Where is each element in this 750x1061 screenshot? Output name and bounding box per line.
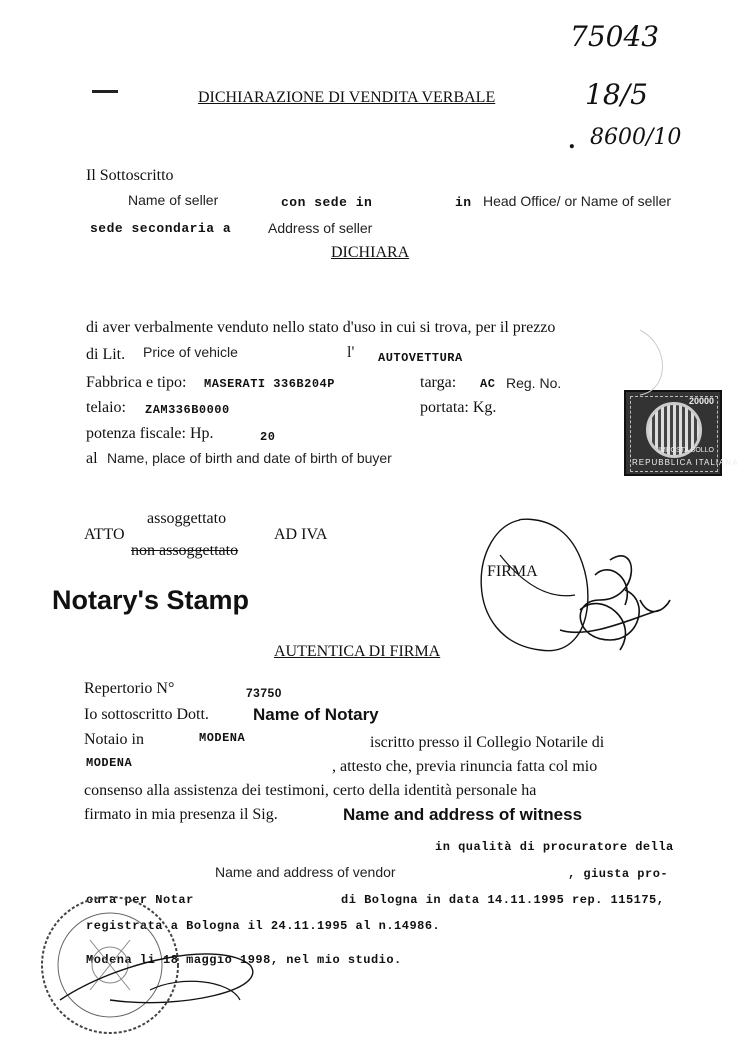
targa-ac: AC [480, 377, 496, 391]
atto-label: ATTO [84, 526, 125, 543]
telaio-label: telaio: [86, 399, 126, 416]
iscritto-text: iscritto presso il Collegio Notarile di [370, 734, 605, 751]
modena-date-text: Modena li 18 maggio 1998, nel mio studio. [86, 953, 402, 967]
attesto-text: , attesto che, previa rinuncia fatta col mio [332, 758, 598, 775]
seller-name: Name of seller [128, 192, 219, 208]
potenza-value: 20 [260, 430, 276, 444]
repertorio-value: 73750 [246, 686, 282, 700]
firma-label: FIRMA [487, 563, 538, 580]
witness-details: Name and address of witness [343, 805, 583, 824]
potenza-label: potenza fiscale: Hp. [86, 425, 214, 442]
in-label: in [455, 195, 472, 210]
vendor-details: Name and address of vendor [215, 864, 396, 880]
consenso-text: consenso alla assistenza dei testimoni, certo della identità personale ha [84, 782, 537, 799]
targa-label: targa: [420, 374, 457, 391]
handwritten-number: 75043 [570, 20, 660, 53]
autentica-heading: AUTENTICA DI FIRMA [274, 643, 441, 660]
non-assoggettato-option: non assoggettato [131, 542, 239, 559]
revenue-stamp-left-text: REPUBBLICA ITALIANA [632, 458, 739, 467]
revenue-stamp-value: 20000 [688, 396, 714, 406]
fabbrica-value: MASERATI 336B204P [204, 377, 335, 391]
registrata-text: registrata a Bologna il 24.11.1995 al n.14986. [86, 919, 441, 933]
sede-secondaria-label: sede secondaria a [90, 221, 232, 236]
sottoscritto-label: Il Sottoscritto [86, 167, 174, 184]
collegio-city: MODENA [86, 756, 133, 770]
al-label: al [86, 450, 98, 467]
notary-name: Name of Notary [253, 705, 379, 724]
portata-label: portata: Kg. [420, 399, 497, 416]
l-article: l' [347, 344, 355, 361]
seller-address: Address of seller [268, 220, 373, 236]
bologna-text: di Bologna in data 14.11.1995 rep. 115175, [341, 893, 665, 907]
io-sottoscritto-label: Io sottoscritto Dott. [84, 706, 209, 723]
giusta-text: , giusta pro- [568, 867, 669, 881]
dichiara-heading: DICHIARA [331, 244, 410, 261]
handwritten-code: 8600/10 [590, 125, 682, 150]
handwritten-dot: . [568, 128, 576, 154]
handwritten-fraction: 18/5 [585, 78, 648, 111]
revenue-stamp-right-text: IMPOSTA BOLLO [658, 447, 714, 454]
document-title: DICHIARAZIONE DI VENDITA VERBALE [198, 89, 496, 106]
head-office: Head Office/ or Name of seller [483, 193, 672, 209]
di-lit-label: di Lit. [86, 346, 126, 363]
fabbrica-label: Fabbrica e tipo: [86, 374, 187, 391]
con-sede-in-label: con sede in [281, 195, 373, 210]
buyer-details: Name, place of birth and date of birth of buyer [107, 450, 392, 466]
firmato-text: firmato in mia presenza il Sig. [84, 806, 278, 823]
telaio-value: ZAM336B0000 [145, 403, 230, 417]
vehicle-type: AUTOVETTURA [378, 351, 463, 365]
body-line-1: di aver verbalmente venduto nello stato d'uso in cui si trova, per il prezzo [86, 319, 556, 336]
assoggettato-option: assoggettato [147, 510, 227, 527]
qualita-text: in qualità di procuratore della [435, 840, 674, 854]
ad-iva-label: AD IVA [274, 526, 328, 543]
notary-stamp-label: Notary's Stamp [52, 585, 249, 615]
reg-no: Reg. No. [506, 375, 562, 391]
notaio-in-label: Notaio in [84, 731, 144, 748]
notary-city: MODENA [199, 731, 246, 745]
cura-text: cura per Notar [86, 893, 194, 907]
vehicle-price: Price of vehicle [143, 344, 238, 360]
repertorio-label: Repertorio N° [84, 680, 175, 697]
